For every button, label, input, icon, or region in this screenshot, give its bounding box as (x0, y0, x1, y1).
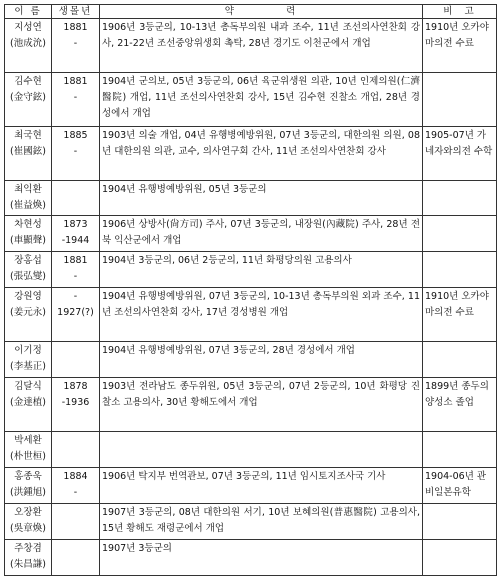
birth-year: 1878 (63, 381, 88, 392)
name-hanja: (姜元永) (10, 307, 46, 318)
note-cell (423, 73, 497, 127)
death-year: -1936 (61, 397, 90, 408)
name-cell (5, 342, 52, 378)
career-cell: 1907년 3등군의, 08년 대한의원 서기, 10년 보혜의원(普惠醫院) 고용의사, 15년 황해도 재령군에서 개업 (100, 504, 423, 540)
header-years: 생몰년 (52, 5, 100, 19)
name-hanja: (李基正) (10, 361, 46, 372)
name-korean: 주창겸 (14, 543, 42, 554)
career-cell: 1906년 상방사(尙方司) 주사, 07년 3등군의, 내장원(內藏院) 주사, 28년 전북 익산군에서 개업 (100, 216, 423, 252)
death-year: - (73, 271, 78, 282)
name-korean: 강원영 (14, 291, 42, 302)
career-cell: 1906년 3등군의, 10-13년 총독부의원 내과 조수, 11년 조선의사연찬회 강사, 21-22년 조선중앙위생회 촉탁, 28년 경기도 이천군에서 개업 (100, 19, 423, 73)
name-hanja: (金達植) (10, 397, 46, 408)
career-cell: 1904년 유행병예방위원, 07년 3등군의, 10-13년 총독부의원 외과 조수, 11년 조선의사연찬회 강사, 17년 경성병원 개업 (100, 288, 423, 342)
note-cell (423, 181, 497, 216)
years-cell (52, 216, 100, 252)
birth-year: - (73, 291, 78, 302)
name-korean: 이기정 (14, 345, 42, 356)
career-cell: 1904년 유행병예방위원, 05년 3등군의 (100, 181, 423, 216)
name-korean: 오장환 (14, 507, 42, 518)
note-cell (423, 540, 497, 576)
table-row (5, 216, 497, 252)
table-row (5, 127, 497, 181)
name-cell (5, 127, 52, 181)
table-row (5, 181, 497, 216)
death-year: -1944 (61, 235, 90, 246)
career-cell: 1904년 군의보, 05년 3등군의, 06년 육군위생원 의관, 10년 인제의원(仁濟醫院) 개업, 11년 조선의사연찬회 강사, 15년 김수현 진찰소 개업, 28년 경성에서 개업 (100, 73, 423, 127)
table-row (5, 252, 497, 288)
death-year: - (73, 38, 78, 49)
header-career: 약 력 (100, 5, 423, 19)
years-cell (52, 540, 100, 576)
table-row (5, 342, 497, 378)
note-cell: 1905-07년 가네자와의전 수학 (423, 127, 497, 181)
name-korean: 지성연 (14, 22, 42, 33)
years-cell (52, 181, 100, 216)
years-cell (52, 288, 100, 342)
name-cell (5, 504, 52, 540)
name-cell (5, 468, 52, 504)
name-cell (5, 73, 52, 127)
death-year: - (73, 487, 78, 498)
table-row (5, 73, 497, 127)
career-cell: 1907년 3등군의 (100, 540, 423, 576)
name-cell (5, 378, 52, 432)
birth-year: 1884 (63, 471, 88, 482)
name-korean: 장홍섭 (14, 255, 42, 266)
career-cell: 1904년 유행병예방위원, 07년 3등군의, 28년 경성에서 개업 (100, 342, 423, 378)
note-cell (423, 216, 497, 252)
years-cell (52, 468, 100, 504)
years-cell (52, 19, 100, 73)
note-cell: 1910년 오카야마의전 수료 (423, 19, 497, 73)
name-korean: 박세환 (14, 435, 42, 446)
table-row (5, 378, 497, 432)
table-row (5, 288, 497, 342)
name-korean: 홍종욱 (14, 471, 42, 482)
note-cell (423, 252, 497, 288)
name-cell (5, 288, 52, 342)
biography-table (4, 4, 497, 576)
note-cell: 1910년 오카야마의전 수료 (423, 288, 497, 342)
birth-year: 1881 (63, 22, 88, 33)
name-cell (5, 181, 52, 216)
years-cell (52, 504, 100, 540)
career-cell: 1903년 의술 개업, 04년 유행병예방위원, 07년 3등군의, 대한의원 의원, 08년 대한의원 의관, 교수, 의사연구회 간사, 11년 조선의사연찬회 강사 (100, 127, 423, 181)
name-hanja: (金守鉉) (10, 92, 46, 103)
birth-year: 1885 (63, 130, 88, 141)
name-korean: 차현성 (14, 219, 42, 230)
header-row (5, 5, 497, 19)
note-cell (423, 504, 497, 540)
career-cell: 1903년 전라남도 종두위원, 05년 3등군의, 07년 2등군의, 10년 화평당 진찰소 고용의사, 30년 황해도에서 개업 (100, 378, 423, 432)
name-korean: 최국현 (14, 130, 42, 141)
table-row (5, 540, 497, 576)
name-korean: 김수현 (14, 76, 42, 87)
table-row (5, 468, 497, 504)
years-cell (52, 252, 100, 288)
career-cell: 1906년 탁지부 번역관보, 07년 3등군의, 11년 임시토지조사국 기사 (100, 468, 423, 504)
years-cell (52, 342, 100, 378)
header-note: 비 고 (423, 5, 497, 19)
death-year: - (73, 92, 78, 103)
death-year: 1927(?) (57, 307, 94, 318)
years-cell (52, 73, 100, 127)
name-hanja: (洪鍾旭) (10, 487, 46, 498)
years-cell (52, 378, 100, 432)
years-cell (52, 432, 100, 468)
table-row (5, 432, 497, 468)
table-row (5, 19, 497, 73)
name-hanja: (朴世桓) (10, 451, 46, 462)
birth-year: 1881 (63, 76, 88, 87)
name-hanja: (吳章煥) (10, 523, 46, 534)
header-name: 이 름 (5, 5, 52, 19)
name-korean: 김달식 (14, 381, 42, 392)
name-cell (5, 432, 52, 468)
note-cell (423, 432, 497, 468)
name-hanja: (崔國鉉) (10, 146, 46, 157)
death-year: - (73, 146, 78, 157)
name-hanja: (車顯聲) (10, 235, 46, 246)
career-cell (100, 432, 423, 468)
note-cell: 1904-06년 관비일본유학 (423, 468, 497, 504)
career-cell: 1904년 3등군의, 06년 2등군의, 11년 화평당의원 고용의사 (100, 252, 423, 288)
name-cell (5, 216, 52, 252)
note-cell (423, 342, 497, 378)
name-cell (5, 19, 52, 73)
note-cell: 1899년 종두의양성소 졸업 (423, 378, 497, 432)
name-hanja: (池成沇) (10, 38, 46, 49)
name-hanja: (朱昌謙) (10, 559, 46, 570)
name-cell (5, 252, 52, 288)
birth-year: 1881 (63, 255, 88, 266)
name-cell (5, 540, 52, 576)
years-cell (52, 127, 100, 181)
name-korean: 최익환 (14, 184, 42, 195)
table-row (5, 504, 497, 540)
name-hanja: (張弘燮) (10, 271, 46, 282)
name-hanja: (崔益煥) (10, 200, 46, 211)
birth-year: 1873 (63, 219, 88, 230)
